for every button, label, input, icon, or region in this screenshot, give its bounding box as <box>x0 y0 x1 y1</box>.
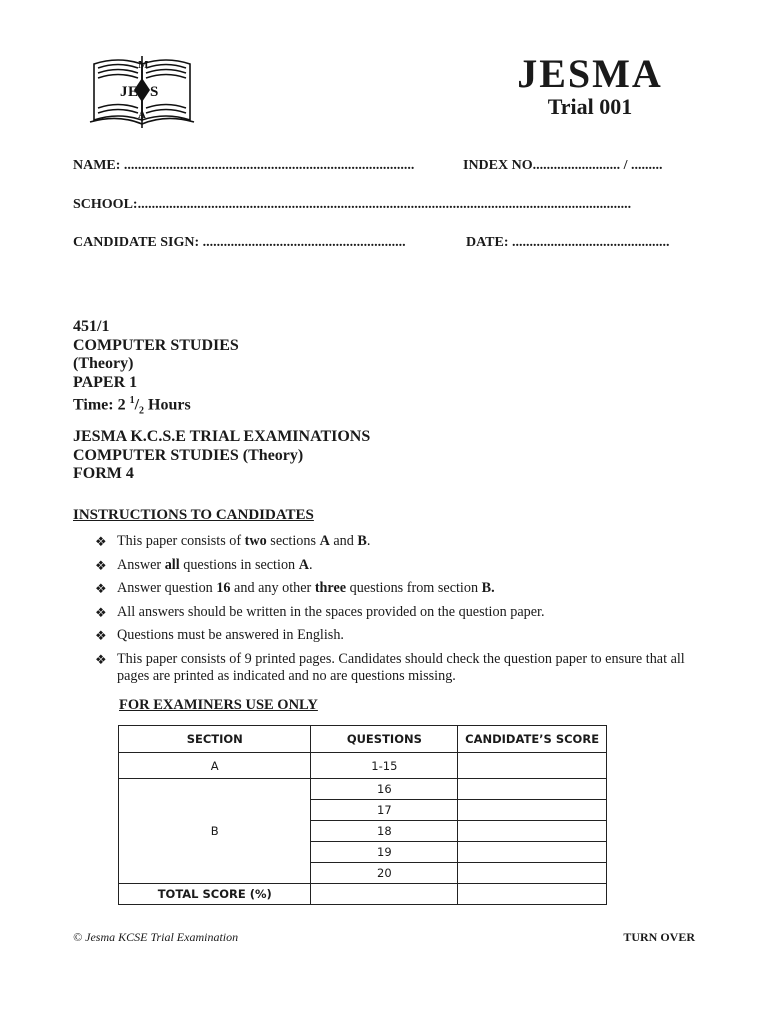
table-row <box>119 753 607 779</box>
instruction-item: ❖ Answer question 16 and any other three questions from section B. <box>95 580 495 596</box>
question-cell: 16 <box>311 779 458 800</box>
examiners-title: FOR EXAMINERS USE ONLY <box>119 697 318 713</box>
score-cell[interactable] <box>458 753 607 779</box>
paper-subject: COMPUTER STUDIES <box>73 336 239 354</box>
paper-number: PAPER 1 <box>73 373 138 391</box>
score-cell[interactable] <box>458 800 607 821</box>
diamond-bullet-icon: ❖ <box>95 557 107 573</box>
header-questions: QUESTIONS <box>311 726 458 753</box>
section-b-cell: B <box>119 779 311 884</box>
instruction-item: ❖ All answers should be written in the spaces provided on the question paper. <box>95 603 545 620</box>
paper-code: 451/1 <box>73 318 110 335</box>
table-row <box>119 779 607 800</box>
footer-copyright: © Jesma KCSE Trial Examination <box>73 930 239 944</box>
instruction-item: ❖ This paper consists of two sections A and B. <box>95 533 371 549</box>
trial-number: Trial 001 <box>547 94 633 119</box>
score-cell[interactable] <box>458 779 607 800</box>
total-score-label: TOTAL SCORE (%) <box>119 884 311 905</box>
diamond-bullet-icon: ❖ <box>95 628 107 643</box>
score-table <box>118 725 607 905</box>
logo-letter-s: S <box>150 84 159 100</box>
logo-letter-e: E <box>128 84 139 100</box>
section-a-questions: 1-15 <box>311 753 458 779</box>
instructions-list <box>95 533 705 691</box>
score-cell[interactable] <box>458 863 607 884</box>
total-questions-cell <box>311 884 458 905</box>
school-field[interactable]: SCHOOL:............................................................................................................................................. <box>73 197 632 212</box>
paper-time: Time: 2 $^1/_2$ Hours <box>73 395 191 417</box>
diamond-bullet-icon: ❖ <box>95 581 107 596</box>
instruction-item: ❖ This paper consists of 9 printed pages. Candidates should check the question paper to ensure that all pages are printed as indicated and no are questions missing. <box>95 650 685 684</box>
paper-type: (Theory) <box>73 355 134 372</box>
instruction-item: ❖ Questions must be answered in English. <box>95 627 344 643</box>
logo-letter-j: J <box>120 84 128 100</box>
header-score: CANDIDATE’S SCORE <box>458 726 607 753</box>
candidate-sign-field[interactable]: CANDIDATE SIGN: .......................................................... <box>73 235 406 250</box>
table-row <box>119 884 607 905</box>
logo-letter-a: A <box>138 109 146 121</box>
question-cell: 19 <box>311 842 458 863</box>
diamond-bullet-icon: ❖ <box>95 534 107 549</box>
question-cell: 20 <box>311 863 458 884</box>
exam-line-2: COMPUTER STUDIES (Theory) <box>73 446 304 464</box>
name-field[interactable]: NAME: ................................................................................... <box>73 158 415 173</box>
paper-info <box>73 318 239 421</box>
turn-over-label: TURN OVER <box>623 930 695 944</box>
score-cell[interactable] <box>458 821 607 842</box>
instructions-title: INSTRUCTIONS TO CANDIDATES <box>73 507 314 523</box>
score-cell[interactable] <box>458 842 607 863</box>
logo-letter-m: M <box>138 59 149 71</box>
book-icon <box>88 50 196 130</box>
diamond-bullet-icon: ❖ <box>95 604 107 620</box>
header-section: SECTION <box>119 726 311 753</box>
date-field[interactable]: DATE: ............................................. <box>466 235 670 250</box>
score-cell[interactable] <box>458 884 607 905</box>
question-cell: 17 <box>311 800 458 821</box>
question-cell: 18 <box>311 821 458 842</box>
exam-title <box>73 428 370 484</box>
index-field[interactable]: INDEX NO......................... / ......... <box>463 158 663 173</box>
jesma-logo <box>88 50 196 130</box>
brand-title: JESMA <box>517 51 663 96</box>
exam-line-1: JESMA K.C.S.E TRIAL EXAMINATIONS <box>73 428 371 445</box>
table-header-row <box>119 726 607 753</box>
diamond-bullet-icon: ❖ <box>95 651 107 667</box>
section-a-cell: A <box>119 753 311 779</box>
instruction-item: ❖ Answer all questions in section A. <box>95 556 313 573</box>
exam-line-3: FORM 4 <box>73 465 134 482</box>
